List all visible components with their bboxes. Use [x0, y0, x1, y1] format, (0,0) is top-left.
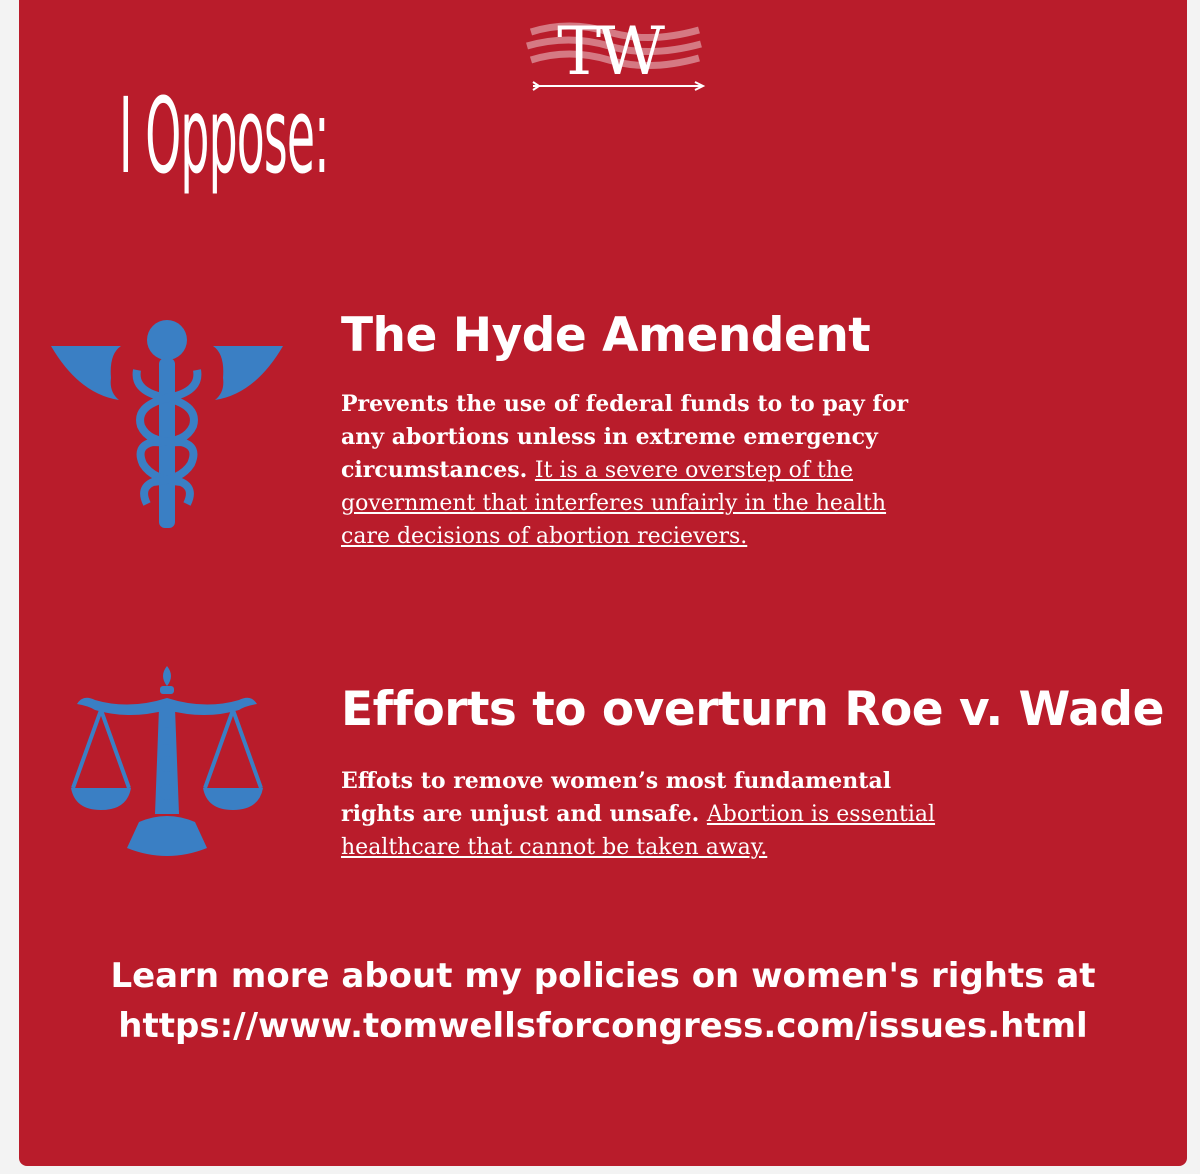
scales-of-justice-icon	[69, 664, 265, 868]
item-text-link[interactable]: Abortion is essential healthcare that cannot be taken away.	[341, 802, 936, 860]
item-heading-roe: Efforts to overturn Roe v. Wade	[341, 682, 1164, 737]
tw-logo	[509, 10, 709, 94]
item-text-plain: Prevents the use of federal funds to to pay for any abortions unless in extreme emergency circumstances.	[341, 391, 909, 483]
caduceus-icon	[49, 318, 285, 530]
footer-url[interactable]: https://www.tomwellsforcongress.com/issues.html	[118, 1006, 1088, 1046]
item-heading-hyde: The Hyde Amendent	[341, 308, 871, 363]
footer-line-1: Learn more about my policies on women's rights at	[110, 956, 1096, 996]
item-text-roe	[341, 765, 941, 864]
flyer-card	[19, 0, 1187, 1166]
item-text-link[interactable]: It is a severe overstep of the government that interferes unfairly in the health care decisions of abortion recievers.	[341, 458, 887, 549]
page-title: I Oppose:	[119, 75, 329, 197]
item-text-hyde	[341, 388, 941, 553]
item-text-plain: Effots to remove women’s most fundamental rights are unjust and unsafe.	[341, 768, 892, 827]
logo-text: TW	[557, 13, 661, 90]
